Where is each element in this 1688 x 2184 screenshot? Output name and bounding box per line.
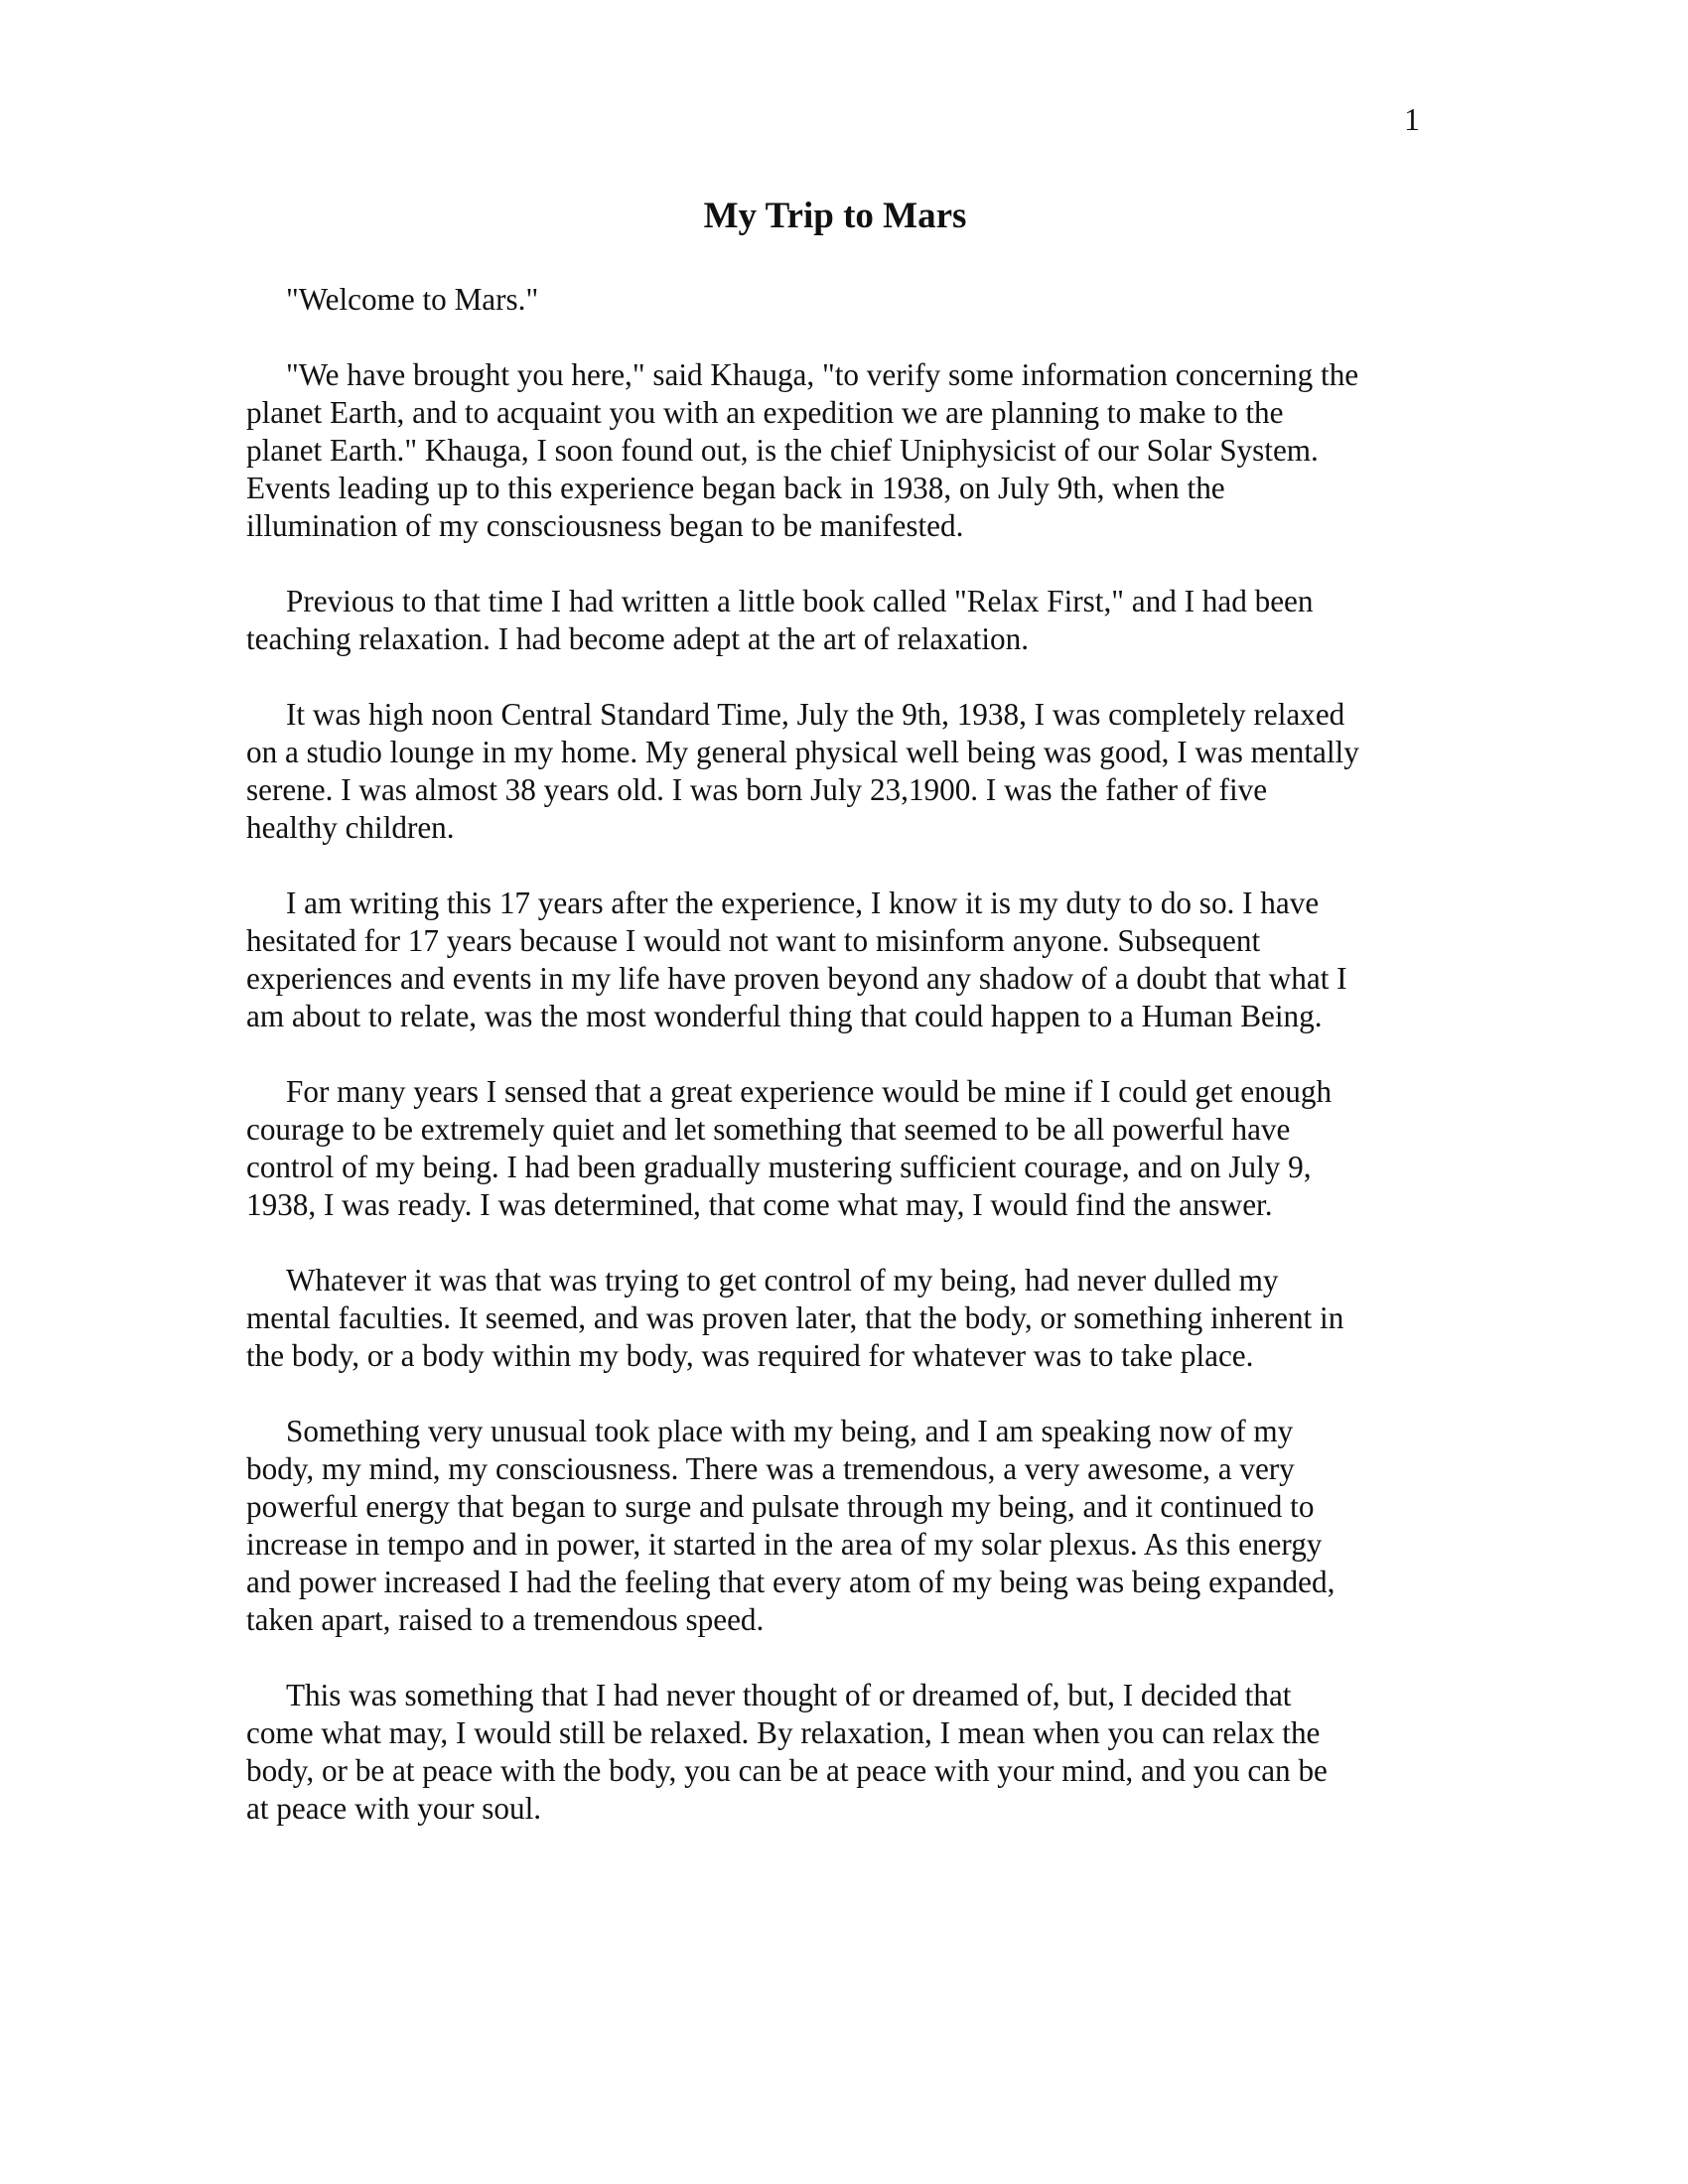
paragraph-8: Something very unusual took place with my being, and I am speaking now of my body, my mind, my consciousness. There was a tremendous, a very awesome, a very powerful energy that began to surge and pulsate through my being, and it continued to increase in tempo and in power, it started in the area of my solar plexus. As this energy and power increased I had the feeling that every atom of my being was being expanded, taken apart, raised to a tremendous speed. <box>246 1414 1336 1637</box>
paragraph-2: "We have brought you here," said Khauga, "to verify some information concerning the planet Earth, and to acquaint you with an expedition we are planning to make to the planet Earth." Khauga, I soon found out, is the chief Uniphysicist of our Solar System. Events leading up to this experience began back in 1938, on July 9th, when the illumination of my consciousness began to be manifested. <box>246 357 1359 543</box>
paragraph-5: I am writing this 17 years after the experience, I know it is my duty to do so. I have hesitated for 17 years because I would not want to misinform anyone. Subsequent experiences and events in my life have proven beyond any shadow of a doubt that what I am about to relate, was the most wonderful thing that could happen to a Human Being. <box>246 886 1347 1033</box>
paragraph-1: "Welcome to Mars." <box>286 282 539 317</box>
paragraph-4: It was high noon Central Standard Time, July the 9th, 1938, I was completely relaxed on a studio lounge in my home. My general physical well being was good, I was mentally serene. I was almost 38 years old. I was born July 23,1900. I was the father of five healthy children. <box>246 697 1359 845</box>
document-body <box>246 281 1424 1865</box>
document-title: My Trip to Mars <box>703 196 967 236</box>
paragraph-7: Whatever it was that was trying to get control of my being, had never dulled my mental faculties. It seemed, and was proven later, that the body, or something inherent in the body, or a body within my body, was required for whatever was to take place. <box>246 1263 1344 1373</box>
paragraph-9: This was something that I had never thought of or dreamed of, but, I decided that come what may, I would still be relaxed. By relaxation, I mean when you can relax the body, or be at peace with the body, you can be at peace with your mind, and you can be at peace with your soul. <box>246 1678 1328 1826</box>
paragraph-3: Previous to that time I had written a little book called "Relax First," and I had been teaching relaxation. I had become adept at the art of relaxation. <box>246 584 1314 656</box>
paragraph-6: For many years I sensed that a great experience would be mine if I could get enough courage to be extremely quiet and let something that seemed to be all powerful have control of my being. I had been gradually mustering sufficient courage, and on July 9, 1938, I was ready. I was determined, that come what may, I would find the answer. <box>246 1074 1333 1222</box>
page-number: 1 <box>1404 101 1420 137</box>
